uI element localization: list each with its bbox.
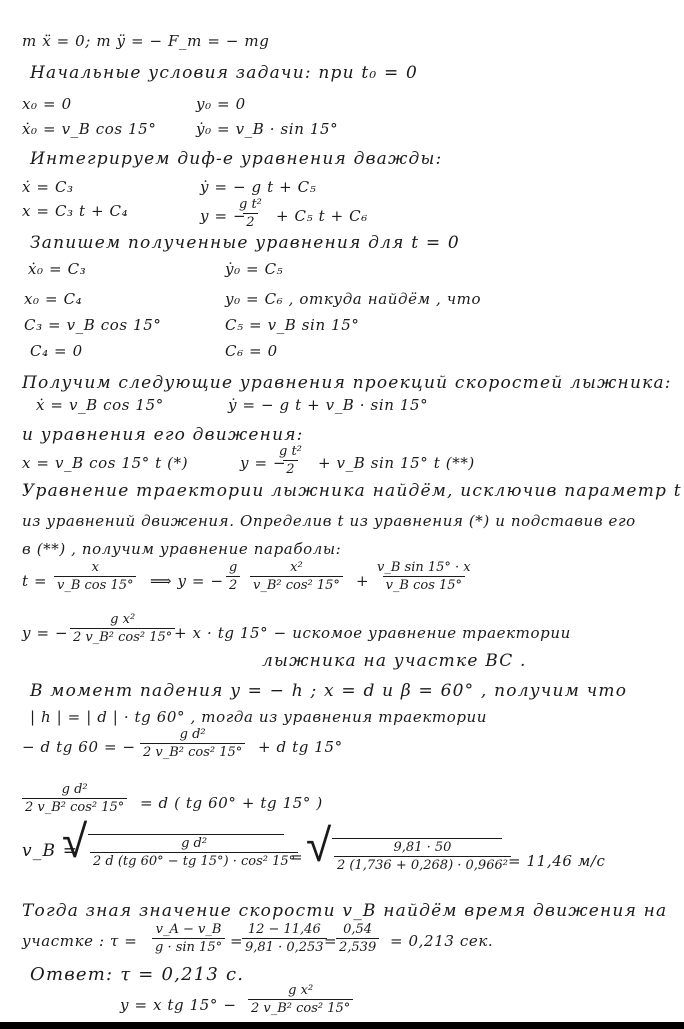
fraction-numerator: 0,54 [343,922,373,937]
tau-simplified-fraction [336,922,379,955]
trajectory-section-label: лыжника на участке BC . [262,651,527,671]
fraction-denominator: 2 v_B² cos² 15° [70,628,175,645]
implies-y: ⟹ y = − [150,572,224,590]
tau-symbolic-fraction [152,922,225,955]
fraction-numerator: v_B sin 15° · x [377,560,471,575]
vb-equals-2: = [290,848,304,866]
landing-moment-text: В момент падения y = − h ; x = d и β = 60° , получим что [30,681,628,701]
fraction-denominator: v_B² cos² 15° [250,576,343,593]
fraction-denominator: 2 v_B² cos² 15° [22,798,127,815]
c6-value: C₆ = 0 [225,342,278,360]
x-general: x = C₃ t + C₄ [22,202,129,220]
rearranged-suffix: = d ( tg 60° + tg 15° ) [140,794,323,812]
fraction-numerator: g t² [279,444,302,459]
tau-equals-1: = [230,932,244,950]
time-text: Тогда зная значение скорости v_B найдём время движения на [22,901,668,921]
vy-final: ẏ = − g t + v_B · sin 15° [228,396,429,414]
fraction-numerator: g x² [288,983,314,998]
vy0-c5: ẏ₀ = C₅ [225,260,284,278]
fraction-numerator: x² [290,560,303,575]
fraction-denominator: v_B cos 15° [54,576,136,593]
c5-value: C₅ = v_B sin 15° [225,316,360,334]
fraction-denominator: 2 [226,576,240,593]
fraction-numerator: g d² [179,727,206,742]
velocity-projections-heading: Получим следующие уравнения проекций скоростей лыжника: [22,373,672,393]
tau-result: = 0,213 сек. [390,932,494,950]
trajectory-y-prefix: y = − [22,624,69,642]
fraction-denominator: 2,539 [336,938,379,955]
fraction-numerator: v_A − v_B [155,922,222,937]
trajectory-suffix: + x · tg 15° − искомое уравнение траектории [174,624,571,642]
c4-value: C₄ = 0 [30,342,83,360]
sqrt-bar [88,834,284,835]
vx-final: ẋ = v_B cos 15° [36,396,164,414]
tau-equals-2: = [324,932,338,950]
vx-general: ẋ = C₃ [22,178,74,196]
integrate-heading: Интегрируем диф-е уравнения дважды: [30,149,443,169]
x-of-t: x = v_B cos 15° t (*) [22,454,189,472]
fraction-denominator: 2 [283,460,297,477]
tau-prefix: участке : τ = [22,932,138,950]
vb-equals: v_B = [22,841,79,861]
rearranged-fraction [22,782,127,815]
sqrt-bar [332,838,502,839]
answer-tau: Ответ: τ = 0,213 с. [30,964,245,985]
x0-c4: x₀ = C₄ [24,290,83,308]
fraction-numerator: g d² [61,782,88,797]
vb-symbolic-fraction [90,836,298,869]
answer-trajectory-prefix: y = x tg 15° − [120,996,237,1014]
landing-eq-fraction [140,727,245,760]
y-general-prefix: y = − [200,207,247,225]
y0-value: y₀ = 0 [196,95,246,113]
y-general-suffix: + C₅ t + C₆ [276,207,368,225]
fraction-denominator: 2 (1,736 + 0,268) · 0,966² [334,856,511,873]
vb-result: = 11,46 м/с [508,852,606,870]
y-of-t-fraction [276,444,305,477]
landing-eq-suffix: + d tg 15° [258,738,343,756]
initial-conditions-heading: Начальные условия задачи: при t₀ = 0 [30,63,419,83]
trajectory-text-line3: в (**) , получим уравнение параболы: [22,540,342,558]
fraction-denominator: 2 v_B² cos² 15° [248,999,353,1016]
second-term-fraction [374,560,474,593]
write-for-t0-heading: Запишем полученные уравнения для t = 0 [30,233,460,253]
fraction-numerator: g t² [239,197,262,212]
sqrt-icon: √ [306,818,332,872]
x2-fraction [250,560,343,593]
t-fraction [54,560,136,593]
fraction-denominator: 2 d (tg 60° − tg 15°) · cos² 15° [90,852,298,869]
vx0-c3: ẋ₀ = C₃ [28,260,87,278]
fraction-numerator: g x² [110,612,136,627]
fraction-numerator: g [229,560,238,575]
equations-of-motion: m ẍ = 0; m ÿ = − F_т = − mg [22,32,270,50]
sqrt-icon: √ [62,814,88,868]
fraction-numerator: 9,81 · 50 [393,840,452,855]
trajectory-fraction [70,612,175,645]
scan-bottom-edge [0,1022,684,1029]
fraction-denominator: 2 v_B² cos² 15° [140,743,245,760]
plus-sign: + [356,572,370,590]
y-general-fraction [236,197,265,230]
trajectory-text-line2: из уравнений движения. Определив t из уравнения (*) и подставив его [22,512,636,530]
c3-value: C₃ = v_B cos 15° [24,316,162,334]
vy-general: ẏ = − g t + C₅ [200,178,317,196]
vy0-value: ẏ₀ = v_B · sin 15° [196,120,339,138]
vx0-value: ẋ₀ = v_B cos 15° [22,120,157,138]
tau-numeric-fraction [242,922,327,955]
fraction-numerator: x [91,560,99,575]
landing-eq-prefix: − d tg 60 = − [22,738,136,756]
t-equals: t = [22,572,48,590]
y-of-t-prefix: y = − [240,454,287,472]
x0-value: x₀ = 0 [22,95,72,113]
fraction-denominator: g · sin 15° [152,938,225,955]
fraction-denominator: 9,81 · 0,253 [242,938,327,955]
y-of-t-suffix: + v_B sin 15° t (**) [318,454,475,472]
answer-trajectory-fraction [248,983,353,1016]
trajectory-text-line1: Уравнение траектории лыжника найдём, исключив параметр t [22,481,682,501]
fraction-numerator: g d² [181,836,208,851]
vb-numeric-fraction [334,840,511,873]
g-over-2-fraction [226,560,240,593]
y0-c6: y₀ = C₆ , откуда найдём , что [225,290,482,308]
fraction-numerator: 12 − 11,46 [247,922,321,937]
fraction-denominator: 2 [243,213,257,230]
h-d-relation: | h | = | d | · tg 60° , тогда из уравнения траектории [30,708,488,726]
motion-equations-heading: и уравнения его движения: [22,425,304,445]
fraction-denominator: v_B cos 15° [383,576,465,593]
